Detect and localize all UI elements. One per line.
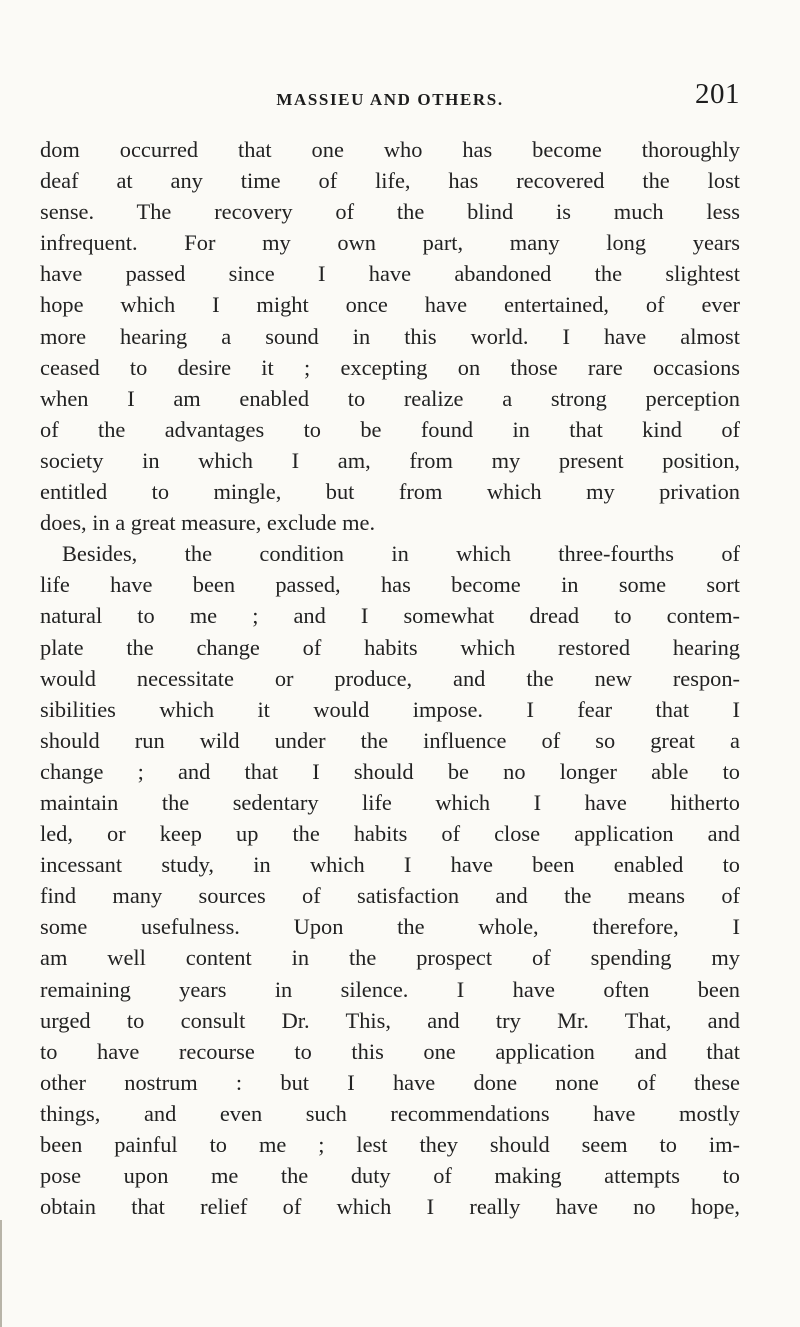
text-line: should run wild under the influence of so great a: [40, 727, 740, 753]
text-line: dom occurred that one who has become thoroughly: [40, 137, 740, 162]
text-line: natural to me ; and I somewhat dread to contem-: [40, 603, 740, 629]
text-line: pose upon me the duty of making attempts to: [40, 1163, 740, 1189]
text-line: find many sources of satisfaction and the means of: [40, 883, 740, 909]
text-line: other nostrum : but I have done none of these: [40, 1069, 740, 1095]
text-line: deaf at any time of life, has recovered the lost: [40, 168, 740, 194]
text-line: change ; and that I should be no longer able to: [40, 758, 740, 784]
text-line: some usefulness. Upon the whole, therefore, I: [40, 914, 740, 940]
text-line: urged to consult Dr. This, and try Mr. That, and: [40, 1007, 740, 1033]
body-text: [40, 134, 740, 1222]
text-line: entitled to mingle, but from which my privation: [40, 479, 740, 505]
text-line: Besides, the condition in which three-fourths of: [62, 541, 740, 567]
text-line: incessant study, in which I have been enabled to: [40, 852, 740, 878]
text-line: things, and even such recommendations have mostly: [40, 1100, 740, 1126]
text-line: sense. The recovery of the blind is much less: [40, 199, 740, 225]
text-line: infrequent. For my own part, many long years: [40, 230, 740, 256]
text-line: of the advantages to be found in that kind of: [40, 416, 740, 442]
text-line: ceased to desire it ; excepting on those rare occasions: [40, 354, 740, 380]
running-header: [40, 74, 740, 118]
text-line: more hearing a sound in this world. I have almost: [40, 323, 740, 349]
text-line: been painful to me ; lest they should seem to im-: [40, 1132, 740, 1157]
text-line: have passed since I have abandoned the slightest: [40, 261, 740, 287]
text-line: to have recourse to this one application and that: [40, 1038, 740, 1064]
text-line: led, or keep up the habits of close application and: [40, 821, 740, 847]
text-line: remaining years in silence. I have often been: [40, 976, 740, 1002]
text-line: am well content in the prospect of spending my: [40, 945, 740, 971]
page-edge-shadow: [0, 1220, 2, 1327]
text-line: life have been passed, has become in some sort: [40, 572, 740, 598]
text-line: obtain that relief of which I really have no hope,: [40, 1194, 740, 1220]
text-line: society in which I am, from my present position,: [40, 447, 740, 473]
text-line: maintain the sedentary life which I have hitherto: [40, 789, 740, 815]
text-line: sibilities which it would impose. I fear that I: [40, 696, 740, 722]
running-title: MASSIEU AND OTHERS.: [276, 90, 504, 109]
text-line: does, in a great measure, exclude me.: [40, 510, 376, 536]
page-number: 201: [695, 78, 740, 110]
text-line: would necessitate or produce, and the new respon-: [40, 665, 740, 691]
text-line: when I am enabled to realize a strong perception: [40, 385, 740, 411]
text-line: plate the change of habits which restored hearing: [40, 634, 740, 660]
text-line: hope which I might once have entertained, of ever: [40, 292, 740, 318]
